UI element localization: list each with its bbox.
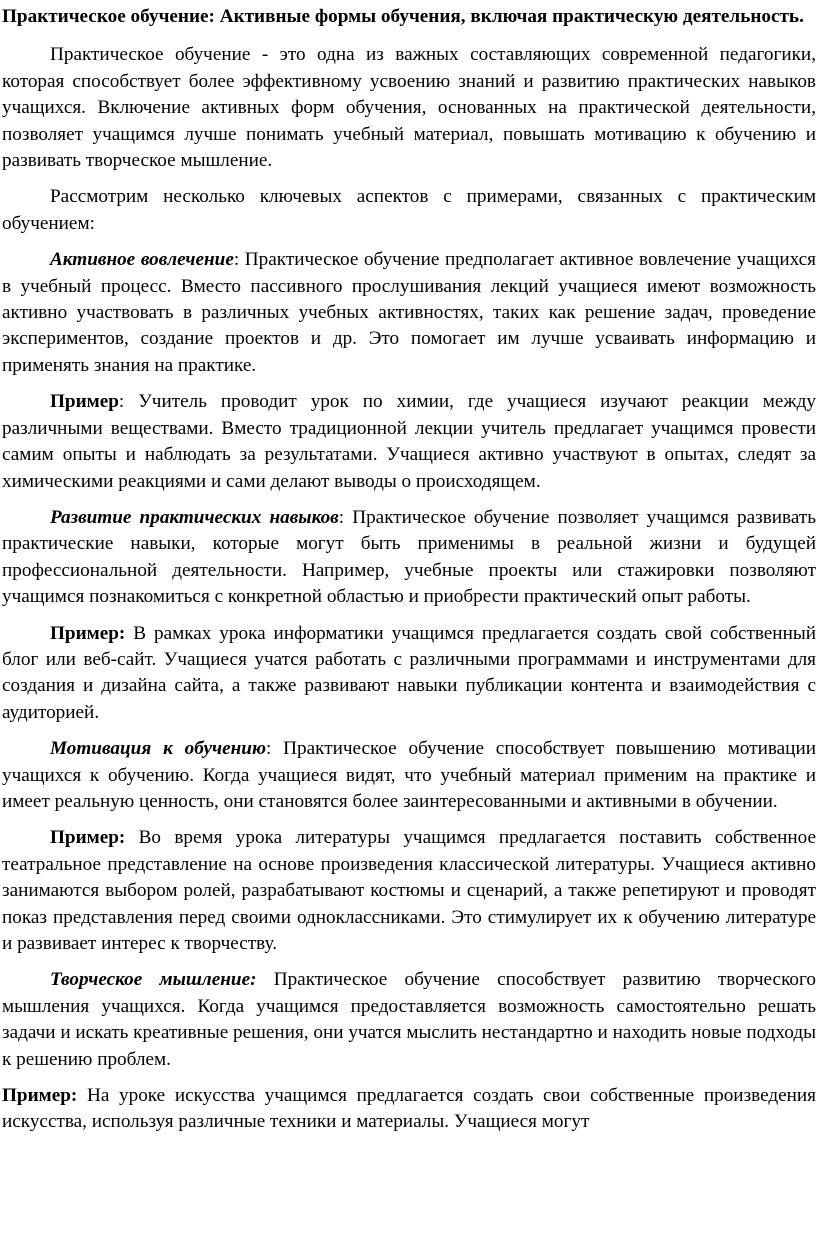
example-text: Во время урока литературы учащимся предлагается поставить собственное театральное представление на основе произведения классической литературы. Учащиеся активно занимаются выбором ролей, разрабатывают костюмы и сценарий, а также репетируют и проводят показ представления перед своими одноклассниками. Это стимулирует их к обучению литературе и развивает интерес к творчеству.	[2, 827, 816, 954]
section-text: Практическое обучение предполагает активное вовлечение учащихся в учебный процесс. Вместо пассивного прослушивания лекций учащиеся имеют возможность активно участвовать в различных учебных активностях, таких как решение задач, проведение экспериментов, создание проектов и др. Это помогает им лучше усваивать информацию и применять знания на практике.	[2, 249, 816, 376]
section-term-suffix: :	[265, 738, 272, 760]
section-term-suffix: :	[338, 506, 345, 528]
example-label: Пример:	[2, 1085, 78, 1107]
section-term: Активное вовлечение	[50, 249, 234, 271]
section-term: Мотивация к обучению	[50, 738, 266, 760]
section-text: Практическое обучение способствует развитию творческого мышления учащихся. Когда учащимся предоставляется возможность самостоятельно решать задачи и искать креативные решения, они учатся мыслить нестандартно и находить новые подходы к решению проблем.	[2, 969, 816, 1070]
document-title: Практическое обучение: Активные формы обучения, включая практическую деятельность.	[2, 6, 804, 27]
example-label: Пример:	[50, 622, 126, 644]
example-text: Учитель проводит урок по химии, где учащиеся изучают реакции между различными веществами. Вместо традиционной лекции учитель предлагает учащимся провести самим опыты и наблюдать за результатами. Учащиеся активно участвуют в опытах, следят за химическими реакциями и сами делают выводы о происходящем.	[2, 391, 816, 492]
section-term: Творческое мышление:	[50, 969, 257, 991]
section-text: Практическое обучение способствует повышению мотивации учащихся к обучению. Когда учащиеся видят, что учебный материал применим на практике и имеет реальную ценность, они становятся более заинтересованными и активными в обучении.	[2, 738, 816, 812]
section-term: Развитие практических навыков	[50, 506, 339, 528]
section-term-suffix: :	[233, 249, 240, 271]
section-text: Практическое обучение позволяет учащимся развивать практические навыки, которые могут быть применимы в реальной жизни и будущей профессиональной деятельности. Например, учебные проекты или стажировки позволяют учащимся познакомиться с конкретной областью и приобрести практический опыт работы.	[2, 506, 816, 608]
intro-paragraph: Практическое обучение - это одна из важных составляющих современной педагогики, которая способствует более эффективному усвоению знаний и развитию практических навыков учащихся. Включение активных форм обучения, основанных на практической деятельности, позволяет учащимся лучше понимать учебный материал, повышать мотивацию к обучению и развивать творческое мышление.	[2, 44, 816, 172]
example-label: Пример:	[50, 827, 126, 849]
lead-paragraph: Рассмотрим несколько ключевых аспектов с примерами, связанных с практическим обучением:	[2, 186, 816, 234]
example-label: Пример	[50, 391, 119, 413]
section-practical-skills	[2, 505, 816, 611]
section-active-involvement	[2, 247, 816, 379]
example-label-suffix: :	[118, 391, 125, 413]
example-informatics	[2, 621, 816, 727]
section-motivation	[2, 736, 816, 815]
example-art	[2, 1083, 816, 1136]
example-chemistry	[2, 389, 816, 495]
example-text: На уроке искусства учащимся предлагается создать свои собственные произведения искусства, используя различные техники и материалы. Учащиеся могут	[2, 1085, 816, 1133]
example-literature	[2, 825, 816, 957]
section-creative-thinking	[2, 967, 816, 1073]
example-text: В рамках урока информатики учащимся предлагается создать свой собственный блог или веб-сайт. Учащиеся учатся работать с различными программами и инструментами для создания и дизайна сайта, а также развивают навыки публикации контента и взаимодействия с аудиторией.	[2, 622, 816, 723]
